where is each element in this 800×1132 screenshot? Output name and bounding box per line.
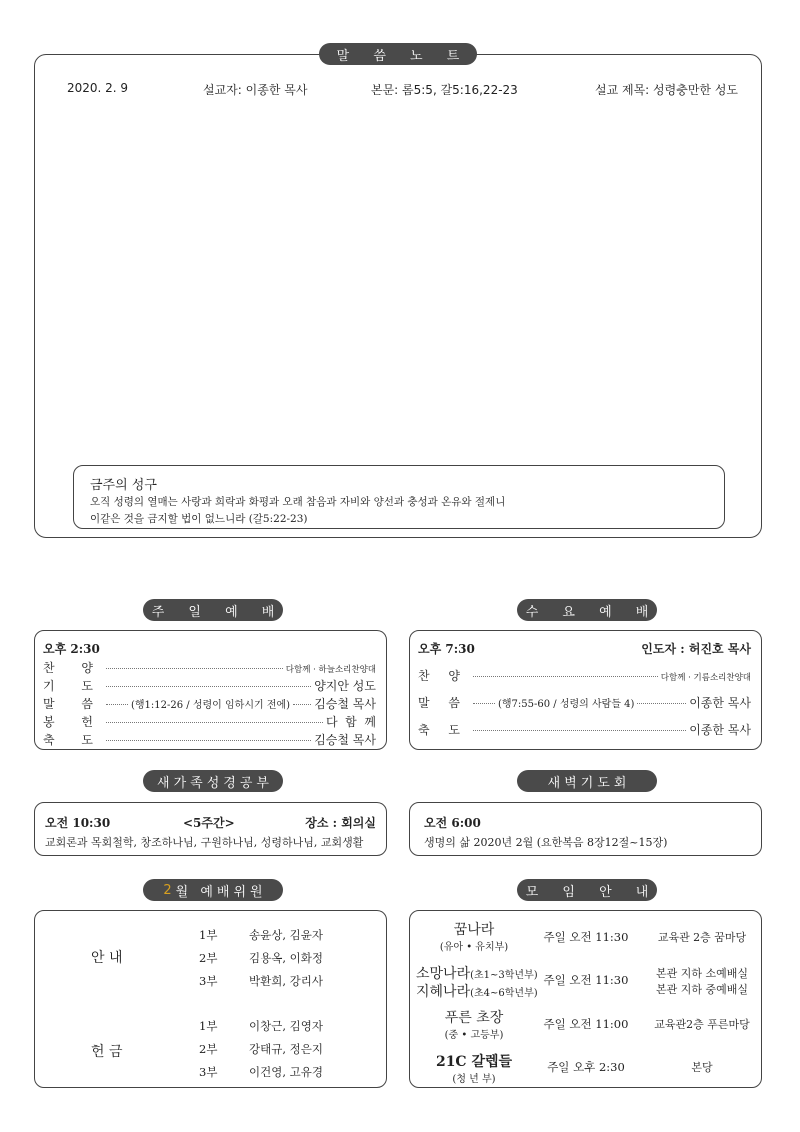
- usher-part-3: 3부: [199, 974, 218, 988]
- offering-part-1: 1부: [199, 1019, 218, 1033]
- committee-title: [143, 879, 283, 901]
- sermon-note-box: [34, 54, 762, 538]
- dawn-prayer-box: [409, 802, 762, 856]
- dawn-prayer-title: 새벽기도회: [517, 770, 657, 792]
- sunday-row-offering: 봉 헌 다 함 께: [43, 715, 376, 729]
- meeting-time-caleb: 주일 오후 2:30: [547, 1060, 625, 1074]
- meeting-place-jihyenara: 본관 지하 중예배실: [655, 983, 748, 996]
- meeting-sub-caleb: (청 년 부): [452, 1074, 496, 1085]
- meeting-place-kkumnara: 교육관 2층 꿈마당: [657, 931, 747, 944]
- family-bible-study-box: [34, 802, 387, 856]
- sunday-service-box: [34, 630, 387, 750]
- dawn-prayer-desc: 생명의 삶 2020년 2월 (요한복음 8장12절~15장): [424, 836, 668, 849]
- wednesday-service-box: [409, 630, 762, 750]
- wednesday-row-sermon: 말 씀 (행7:55-60 / 성령의 사람들 4) 이종한 목사: [418, 696, 751, 710]
- meetings-title: 모 임 안 내: [517, 879, 657, 901]
- meeting-time-somangnara: 주일 오전 11:30: [543, 973, 629, 987]
- meeting-name-kkumnara: 꿈나라: [453, 922, 495, 938]
- offering-label: 헌 금: [91, 1044, 123, 1060]
- wednesday-service-time: 오후 7:30: [418, 642, 475, 656]
- meetings-box: [409, 910, 762, 1088]
- dawn-prayer-time: 오전 6:00: [424, 816, 481, 830]
- meeting-name-jihyenara: 지혜나라(초4~6학년부): [416, 984, 538, 1000]
- meeting-place-pureun: 교육관2층 푸른마당: [654, 1018, 750, 1031]
- bible-study-time: 오전 10:30: [45, 816, 111, 830]
- committee-title-text: 월 예배위원: [175, 884, 267, 900]
- meeting-sub-pureun: (중 • 고등부): [444, 1030, 504, 1041]
- wednesday-row-benediction: 축 도 이종한 목사: [418, 723, 751, 737]
- sunday-row-praise: 찬 양 다함께 · 하늘소리찬양대: [43, 661, 376, 675]
- weekly-verse-title: 금주의 성구: [90, 478, 157, 493]
- weekly-verse-line1: 오직 성령의 열매는 사랑과 희락과 화평과 오래 참음과 자비와 양선과 충성과 온유와 절제니: [90, 496, 506, 508]
- sermon-note-title: 말 씀 노 트: [319, 43, 477, 65]
- meeting-place-somangnara: 본관 지하 소예배실: [655, 967, 748, 980]
- offering-names-1: 이창근, 김영자: [249, 1019, 323, 1033]
- usher-part-1: 1부: [199, 928, 218, 942]
- wednesday-service-title: 수 요 예 배: [517, 599, 657, 621]
- sermon-preacher: 설교자: 이종한 목사: [203, 83, 308, 97]
- sermon-title: 설교 제목: 성령충만한 성도: [595, 83, 738, 97]
- bible-study-weeks: <5주간>: [183, 816, 235, 830]
- meeting-name-pureun: 푸른 초장: [444, 1010, 504, 1026]
- offering-names-2: 강태규, 정은지: [249, 1042, 323, 1056]
- weekly-verse-box: [73, 465, 725, 529]
- offering-part-2: 2부: [199, 1042, 218, 1056]
- meeting-time-kkumnara: 주일 오전 11:30: [543, 930, 629, 944]
- sunday-service-time: 오후 2:30: [43, 642, 100, 656]
- usher-names-1: 송윤상, 김윤자: [249, 928, 323, 942]
- meeting-name-caleb: 21C 갈렙들: [435, 1054, 513, 1070]
- sunday-row-benediction: 축 도 김승철 목사: [43, 733, 376, 747]
- meeting-time-pureun: 주일 오전 11:00: [543, 1017, 629, 1031]
- family-bible-study-title: 새가족성경공부: [143, 770, 283, 792]
- usher-part-2: 2부: [199, 951, 218, 965]
- weekly-verse-line2: 이같은 것을 금지할 법이 없느니라 (갈5:22-23): [90, 513, 308, 525]
- sunday-row-prayer: 기 도 양지안 성도: [43, 679, 376, 693]
- meeting-place-caleb: 본당: [691, 1061, 713, 1074]
- meeting-name-somangnara: 소망나라(초1~3학년부): [416, 966, 538, 982]
- usher-names-3: 박환희, 강리사: [249, 974, 323, 988]
- usher-names-2: 김용옥, 이화정: [249, 951, 323, 965]
- sermon-date: 2020. 2. 9: [67, 81, 129, 95]
- committee-box: [34, 910, 387, 1088]
- offering-names-3: 이건영, 고유경: [249, 1065, 323, 1079]
- sermon-passage: 본문: 롬5:5, 갈5:16,22-23: [371, 83, 518, 97]
- sunday-row-sermon: 말 씀 (행1:12-26 / 성령이 임하시기 전에) 김승철 목사: [43, 697, 376, 711]
- meeting-sub-kkumnara: (유아 • 유치부): [439, 942, 509, 953]
- wednesday-row-praise: 찬 양 다함께 · 기름소리찬양대: [418, 669, 751, 683]
- wednesday-service-leader: 인도자 : 허진호 목사: [641, 642, 751, 656]
- bible-study-topics: 교회론과 목회철학, 창조하나님, 구원하나님, 성령하나님, 교회생활: [45, 836, 364, 849]
- usher-label: 안 내: [91, 950, 123, 966]
- bible-study-place: 장소 : 회의실: [305, 816, 376, 830]
- offering-part-3: 3부: [199, 1065, 218, 1079]
- committee-title-month: 2: [163, 882, 176, 898]
- sunday-service-title: 주 일 예 배: [143, 599, 283, 621]
